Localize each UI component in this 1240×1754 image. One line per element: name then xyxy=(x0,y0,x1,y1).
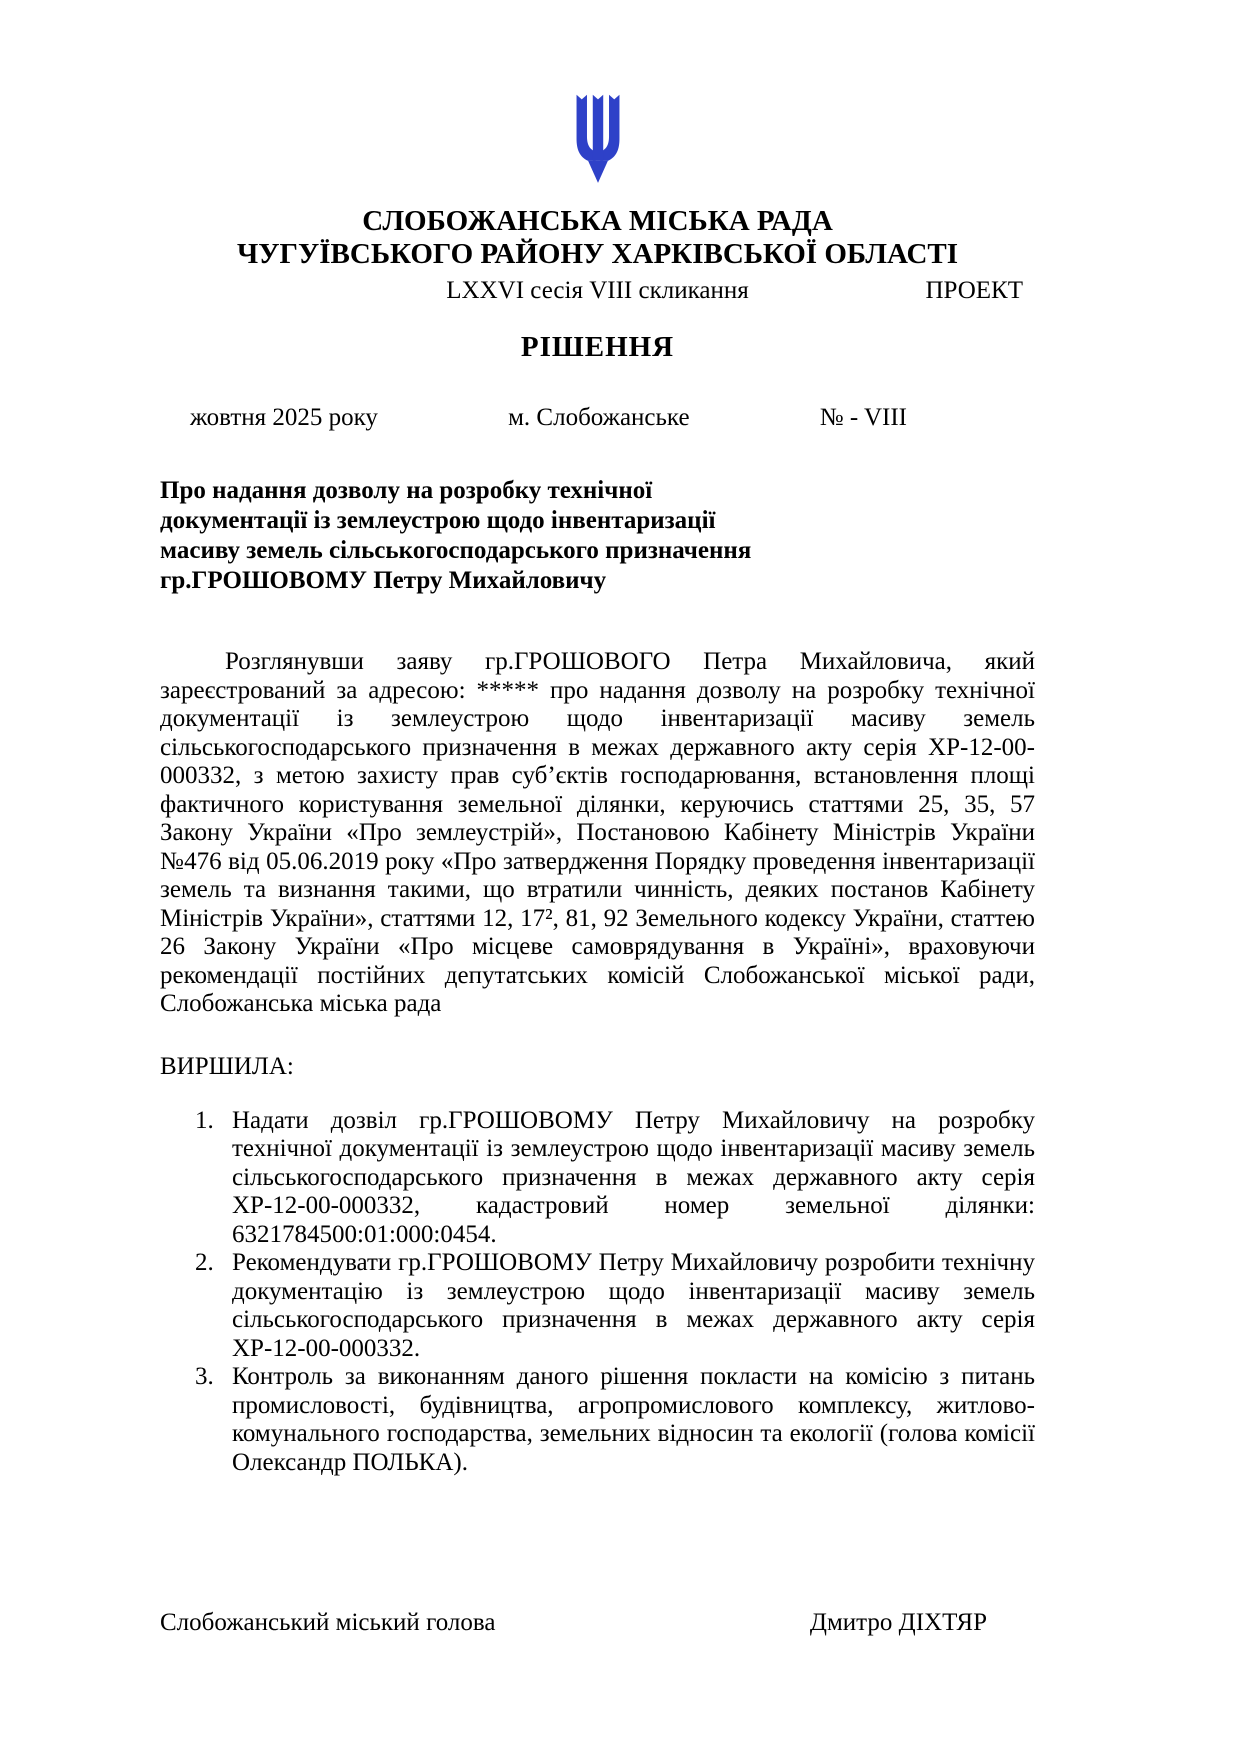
signer-position: Слобожанський міський голова xyxy=(160,1609,496,1636)
subject-title xyxy=(160,476,1035,596)
place-text: м. Слобожанське xyxy=(508,404,690,431)
list-item xyxy=(160,1363,1035,1477)
signer-name: Дмитро ДІХТЯР xyxy=(809,1609,987,1636)
session-row xyxy=(160,276,1035,305)
decision-list xyxy=(160,1107,1035,1478)
resolved-label: ВИРШИЛА: xyxy=(160,1052,294,1080)
date-text: жовтня 2025 року xyxy=(190,404,378,431)
number-text: № - VIII xyxy=(819,404,907,431)
subject-line: Про надання дозволу на розробку технічної xyxy=(160,477,653,504)
session-label: LXXVI сесія VIII скликання xyxy=(446,277,749,304)
subject-line: документації із землеустрою щодо інвентаризації xyxy=(160,507,716,534)
item-text: Надати дозвіл гр.ГРОШОВОМУ Петру Михайловичу на розробку технічної документації із землеустрою щодо інвентаризації масиву земель сільськогосподарського призначення в межах державного акту серія ХР-12-00-000332, кадастровий номер земельної ділянки: 6321784500:01:000:0454. xyxy=(232,1106,1035,1248)
preamble-paragraph: Розглянувши заяву гр.ГРОШОВОГО Петра Михайловича, який зареєстрований за адресою: ***** про надання дозволу на розробку технічної документації із землеустрою щодо інвентаризації масиву земель сільськогосподарського призначення в межах державного акту серія ХР-12-00-000332, з метою захисту прав суб’єктів господарювання, встановлення площі фактичного користування земельної ділянки, керуючись статтями 25, 35, 57 Закону України «Про землеустрій», Постановою Кабінету Міністрів України №476 від 05.06.2019 року «Про затвердження Порядку проведення інвентаризації земель та визнання такими, що втратили чинність, деяких постанов Кабінету Міністрів України», статтями 12, 17², 81, 92 Земельного кодексу України, статтею 26 Закону України «Про місцеве самоврядування в Україні», враховуючи рекомендації постійних депутатських комісій Слобожанської міської ради, Слобожанська міська рада xyxy=(160,648,1035,1017)
list-item xyxy=(160,1107,1035,1250)
doc-type-title: РІШЕННЯ xyxy=(520,331,675,363)
list-item xyxy=(160,1249,1035,1363)
item-number: 3. xyxy=(195,1363,214,1390)
signature-row xyxy=(160,1609,1035,1637)
item-number: 1. xyxy=(195,1106,214,1134)
trident-shape xyxy=(576,95,619,183)
coat-of-arms xyxy=(160,92,1035,193)
item-text: Контроль за виконанням даного рішення покласти на комісію з питань промисловості, будівництва, агропромислового комплексу, житлово-комунального господарства, земельних відносин та екології (голова комісії Олександр ПОЛЬКА). xyxy=(232,1363,1035,1476)
subject-line: гр.ГРОШОВОМУ Петру Михайловичу xyxy=(160,567,607,594)
item-number: 2. xyxy=(195,1249,214,1276)
date-row xyxy=(160,404,1035,432)
org-name-line1: СЛОБОЖАНСЬКА МІСЬКА РАДА xyxy=(362,205,833,237)
trident-icon xyxy=(569,92,627,188)
subject-line: масиву земель сільськогосподарського призначення xyxy=(160,537,752,564)
item-text: Рекомендувати гр.ГРОШОВОМУ Петру Михайловичу розробити технічну документацію із землеустрою щодо інвентаризації масиву земель сільськогосподарського призначення в межах державного акту серія ХР-12-00-000332. xyxy=(232,1249,1035,1362)
org-name-line2: ЧУГУЇВСЬКОГО РАЙОНУ ХАРКІВСЬКОЇ ОБЛАСТІ xyxy=(236,238,959,270)
draft-label: ПРОЕКТ xyxy=(925,277,1023,304)
